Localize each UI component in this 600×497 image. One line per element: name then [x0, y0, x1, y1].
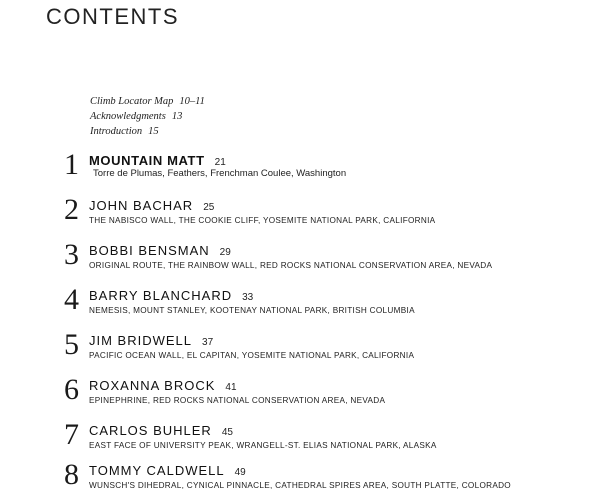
chapter-entry[interactable] — [0, 150, 600, 195]
chapter-route: EPINEPHRINE, RED ROCKS NATIONAL CONSERVATION AREA, NEVADA — [89, 396, 386, 405]
chapter-name: BOBBI BENSMAN — [89, 243, 210, 258]
chapter-page: 37 — [202, 337, 214, 348]
front-matter-label: Climb Locator Map — [90, 96, 174, 107]
chapter-name: ROXANNA BROCK — [89, 378, 216, 393]
chapter-name: BARRY BLANCHARD — [89, 288, 233, 303]
chapter-number: 6 — [64, 373, 79, 406]
front-matter-label: Introduction — [90, 126, 143, 137]
chapter-entry[interactable] — [0, 420, 600, 465]
chapter-entry[interactable] — [0, 195, 600, 240]
chapter-number: 3 — [64, 238, 79, 271]
front-matter-page: 10–11 — [179, 96, 205, 107]
chapter-entry[interactable] — [0, 375, 600, 420]
front-matter-label: Acknowledgments — [90, 111, 166, 122]
chapter-name: JIM BRIDWELL — [89, 333, 193, 348]
front-matter-page: 13 — [171, 111, 183, 122]
chapter-entry[interactable] — [0, 460, 600, 497]
chapter-name: TOMMY CALDWELL — [89, 463, 225, 478]
chapter-route: PACIFIC OCEAN WALL, EL CAPITAN, YOSEMITE NATIONAL PARK, CALIFORNIA — [89, 351, 415, 360]
front-matter-item[interactable] — [90, 109, 205, 124]
chapter-number: 2 — [64, 193, 79, 226]
chapter-entry[interactable] — [0, 330, 600, 375]
front-matter-list — [90, 94, 205, 139]
chapter-name: CARLOS BUHLER — [89, 423, 212, 438]
chapter-page: 41 — [225, 382, 237, 393]
chapter-number: 5 — [64, 328, 79, 361]
chapter-entry[interactable] — [0, 285, 600, 330]
page-title: CONTENTS — [46, 4, 179, 29]
chapter-page: 21 — [214, 157, 226, 168]
chapter-page: 45 — [221, 427, 233, 438]
chapter-number: 8 — [64, 458, 79, 491]
chapter-route: NEMESIS, MOUNT STANLEY, KOOTENAY NATIONAL PARK, BRITISH COLUMBIA — [89, 306, 415, 315]
chapter-entry[interactable] — [0, 240, 600, 285]
chapter-route: THE NABISCO WALL, THE COOKIE CLIFF, YOSEMITE NATIONAL PARK, CALIFORNIA — [89, 216, 436, 225]
chapter-name: MOUNTAIN MATT — [89, 153, 205, 168]
chapter-number: 1 — [64, 148, 79, 181]
chapter-route: Torre de Plumas, Feathers, Frenchman Coulee, Washington — [93, 168, 347, 179]
chapter-route: WUNSCH'S DIHEDRAL, CYNICAL PINNACLE, CATHEDRAL SPIRES AREA, SOUTH PLATTE, COLORADO — [89, 481, 511, 490]
chapter-route: EAST FACE OF UNIVERSITY PEAK, WRANGELL-ST. ELIAS NATIONAL PARK, ALASKA — [89, 441, 437, 450]
chapter-page: 33 — [242, 292, 254, 303]
chapter-route: ORIGINAL ROUTE, THE RAINBOW WALL, RED ROCKS NATIONAL CONSERVATION AREA, NEVADA — [89, 261, 493, 270]
chapter-page: 25 — [203, 202, 215, 213]
chapter-number: 7 — [64, 418, 79, 451]
chapter-number: 4 — [64, 283, 79, 316]
front-matter-item[interactable] — [90, 124, 205, 139]
chapter-page: 29 — [219, 247, 231, 258]
chapter-page: 49 — [234, 467, 246, 478]
front-matter-item[interactable] — [90, 94, 205, 109]
chapter-name: JOHN BACHAR — [89, 198, 194, 213]
front-matter-page: 15 — [148, 126, 159, 137]
